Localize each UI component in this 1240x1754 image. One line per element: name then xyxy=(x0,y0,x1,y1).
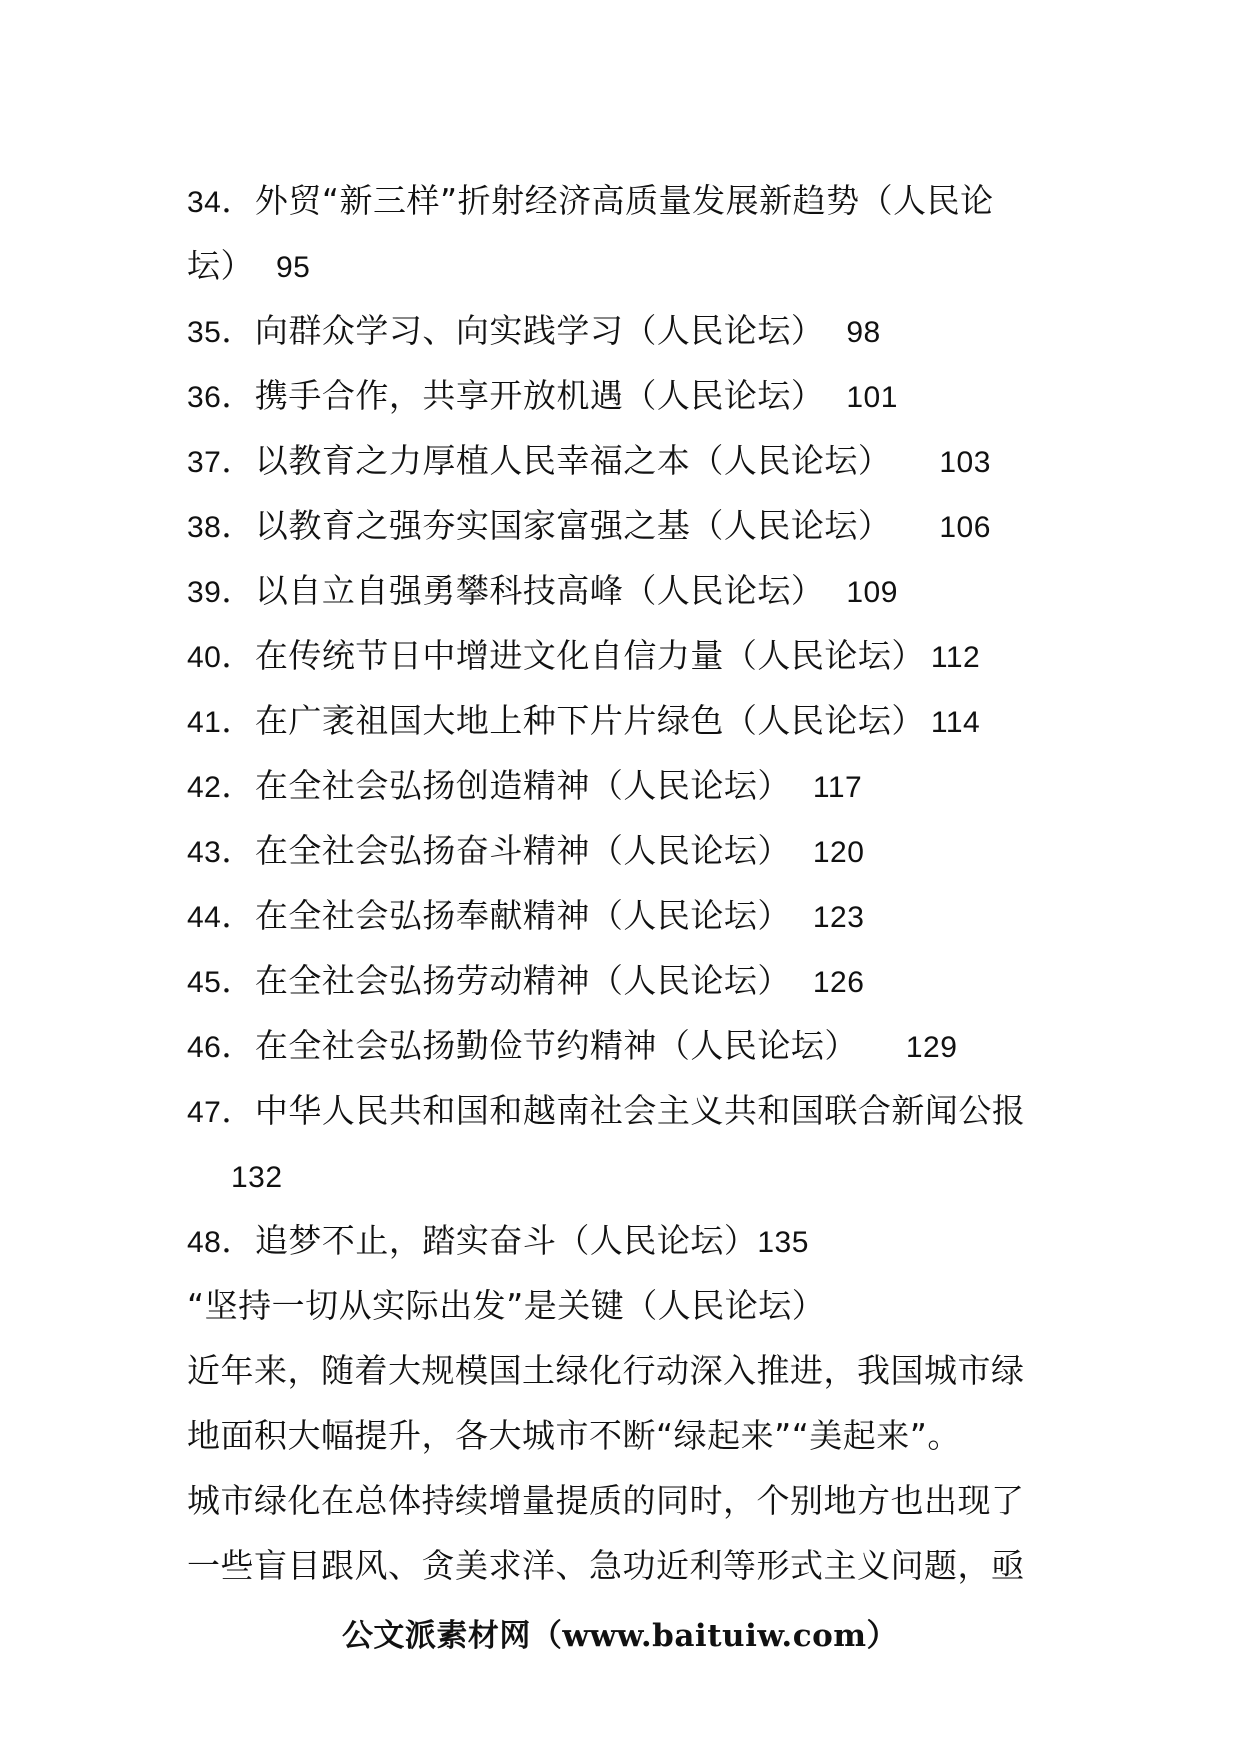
toc-entry-title: 在全社会弘扬劳动精神（人民论坛） xyxy=(254,961,791,1000)
toc-entry-47-page-line[interactable] xyxy=(187,1143,1057,1208)
article-paragraph-line: 一些盲目跟风、贪美求洋、急功近利等形式主义问题，亟 xyxy=(187,1546,1025,1585)
toc-entry-title: 外贸“新三样”折射经济高质量发展新趋势（人民论 xyxy=(254,181,994,220)
toc-entry-page: 117 xyxy=(812,771,863,804)
toc-entry-title: 在广袤祖国大地上种下片片绿色（人民论坛） xyxy=(254,701,925,740)
toc-entry-title-continuation: 坛） xyxy=(187,246,254,285)
toc-entry-47[interactable]: 47．中华人民共和国和越南社会主义共和国联合新闻公报 xyxy=(187,1091,1026,1130)
toc-entry-title: 中华人民共和国和越南社会主义共和国联合新闻公报 xyxy=(254,1091,1026,1130)
toc-entry-44[interactable]: 44．在全社会弘扬奉献精神（人民论坛） 123 xyxy=(187,896,865,935)
article-heading: “坚持一切从实际出发”是关键（人民论坛） xyxy=(187,1286,826,1325)
toc-entry-number: 44 xyxy=(187,901,222,934)
toc-entry-number: 47 xyxy=(187,1096,222,1129)
toc-entry-title: 以教育之力厚植人民幸福之本（人民论坛） xyxy=(254,441,892,480)
toc-entry-number: 45 xyxy=(187,966,222,999)
toc-entry-page: 112 xyxy=(930,641,981,674)
toc-entry-number: 36 xyxy=(187,381,222,414)
toc-entry-title: 携手合作，共享开放机遇（人民论坛） xyxy=(254,376,825,415)
toc-entry-title: 在全社会弘扬勤俭节约精神（人民论坛） xyxy=(254,1026,858,1065)
toc-entry-page: 129 xyxy=(905,1031,958,1064)
toc-entry-page: 120 xyxy=(812,836,865,869)
toc-entry-37[interactable]: 37．以教育之力厚植人民幸福之本（人民论坛） 103 xyxy=(187,441,991,480)
article-paragraph-line: 地面积大幅提升，各大城市不断“绿起来”“美起来”。 xyxy=(187,1416,961,1455)
article-paragraph-line: 近年来，随着大规模国土绿化行动深入推进，我国城市绿 xyxy=(187,1351,1025,1390)
toc-entry-page: 103 xyxy=(939,446,991,479)
toc-entry-43[interactable]: 43．在全社会弘扬奋斗精神（人民论坛） 120 xyxy=(187,831,865,870)
toc-entry-number: 38 xyxy=(187,511,222,544)
toc-entry-title: 向群众学习、向实践学习（人民论坛） xyxy=(254,311,825,350)
toc-entry-number: 37 xyxy=(187,446,222,479)
toc-entry-page: 126 xyxy=(812,966,865,999)
toc-entry-number: 48 xyxy=(187,1226,222,1259)
toc-entry-number: 34 xyxy=(187,186,222,219)
toc-entry-title: 在全社会弘扬创造精神（人民论坛） xyxy=(254,766,791,805)
toc-entry-34[interactable]: 34．外贸“新三样”折射经济高质量发展新趋势（人民论 xyxy=(187,181,994,220)
toc-entry-35[interactable]: 35．向群众学习、向实践学习（人民论坛） 98 xyxy=(187,311,881,350)
toc-entry-number: 40 xyxy=(187,641,222,674)
toc-entry-page: 135 xyxy=(757,1226,809,1259)
toc-entry-number: 43 xyxy=(187,836,222,869)
toc-entry-title: 在传统节日中增进文化自信力量（人民论坛） xyxy=(254,636,925,675)
toc-entry-title: 在全社会弘扬奋斗精神（人民论坛） xyxy=(254,831,791,870)
toc-entry-page: 95 xyxy=(276,251,311,284)
toc-entry-page: 109 xyxy=(846,576,898,609)
toc-entry-number: 39 xyxy=(187,576,222,609)
toc-entry-39[interactable]: 39．以自立自强勇攀科技高峰（人民论坛） 109 xyxy=(187,571,898,610)
toc-entry-page: 101 xyxy=(846,381,898,414)
toc-entry-number: 42 xyxy=(187,771,222,804)
toc-entry-number: 46 xyxy=(187,1031,222,1064)
toc-entry-number: 35 xyxy=(187,316,222,349)
toc-entry-page: 123 xyxy=(812,901,865,934)
toc-entry-title: 在全社会弘扬奉献精神（人民论坛） xyxy=(254,896,791,935)
toc-entry-page: 98 xyxy=(846,316,881,349)
toc-entry-number: 41 xyxy=(187,706,222,739)
toc-entry-34-continuation[interactable] xyxy=(187,233,1057,298)
toc-entry-42[interactable]: 42．在全社会弘扬创造精神（人民论坛） 117 xyxy=(187,766,863,805)
document-body xyxy=(187,168,1057,1598)
toc-entry-title: 追梦不止，踏实奋斗（人民论坛） xyxy=(254,1221,758,1260)
toc-entry-title: 以自立自强勇攀科技高峰（人民论坛） xyxy=(254,571,825,610)
toc-entry-title: 以教育之强夯实国家富强之基（人民论坛） xyxy=(254,506,892,545)
toc-entry-38[interactable]: 38．以教育之强夯实国家富强之基（人民论坛） 106 xyxy=(187,506,991,545)
toc-entry-page: 132 xyxy=(231,1161,283,1194)
toc-entry-page: 114 xyxy=(930,706,981,739)
toc-entry-41[interactable]: 41．在广袤祖国大地上种下片片绿色（人民论坛） 114 xyxy=(187,701,981,740)
toc-entry-48[interactable]: 48．追梦不止，踏实奋斗（人民论坛）135 xyxy=(187,1221,809,1260)
toc-entry-45[interactable]: 45．在全社会弘扬劳动精神（人民论坛） 126 xyxy=(187,961,865,1000)
toc-entry-46[interactable]: 46．在全社会弘扬勤俭节约精神（人民论坛） 129 xyxy=(187,1026,958,1065)
article-paragraph-line: 城市绿化在总体持续增量提质的同时，个别地方也出现了 xyxy=(187,1481,1025,1520)
toc-entry-36[interactable]: 36．携手合作，共享开放机遇（人民论坛） 101 xyxy=(187,376,898,415)
toc-entry-40[interactable]: 40．在传统节日中增进文化自信力量（人民论坛） 112 xyxy=(187,636,981,675)
toc-entry-page: 106 xyxy=(939,511,991,544)
page-footer-watermark: 公文派素材网（www.baituiw.com） xyxy=(341,1618,899,1654)
